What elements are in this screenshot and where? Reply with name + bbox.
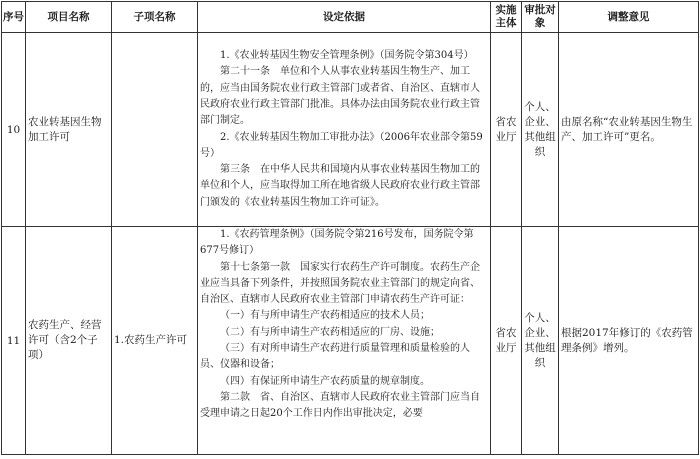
item-name: 农药生产、经营许可（含2个子项） xyxy=(26,227,112,455)
adjustment-opinion: 根据2017年修订的《农药管理条例》增列。 xyxy=(559,227,699,455)
row-no: 11 xyxy=(2,227,26,455)
basis-paragraph: （一）有与所申请生产农药相适应的技术人员； xyxy=(220,310,430,322)
header-no: 序号 xyxy=(2,2,26,33)
header-sub-item-name: 子项名称 xyxy=(112,2,198,33)
sub-item-name: 1.农药生产许可 xyxy=(112,227,198,455)
basis-paragraph: （二）有与所申请生产农药相适应的厂房、设施； xyxy=(220,326,440,338)
sub-item-name xyxy=(112,33,198,227)
approval-items-table xyxy=(1,1,699,455)
header-basis: 设定依据 xyxy=(198,2,491,33)
approval-object: 个人、企业、其他组织 xyxy=(522,227,559,455)
basis-cell xyxy=(198,33,491,227)
header-opinion: 调整意见 xyxy=(559,2,699,33)
header-subject: 实施主体 xyxy=(491,2,522,33)
item-name: 农业转基因生物加工许可 xyxy=(26,33,112,227)
basis-cell xyxy=(198,227,491,455)
basis-paragraph: 2.《农业转基因生物加工审批办法》（2006年农业部令第59号） xyxy=(200,131,483,159)
basis-paragraph: （四）有保证所申请生产农药质量的规章制度。 xyxy=(220,375,430,387)
basis-paragraph: 第二款 省、自治区、直辖市人民政府农业主管部门应当自受理申请之日起20个工作日内作出审批决定，必要 xyxy=(200,391,480,420)
header-object: 审批对象 xyxy=(522,2,559,33)
header-item-name: 项目名称 xyxy=(26,2,112,33)
adjustment-opinion: 由原名称“农业转基因生物生产、加工许可”更名。 xyxy=(559,33,699,227)
basis-paragraph: 第二十一条 单位和个人从事农业转基因生物生产、加工的，应当由国务院农业行政主管部门或者省、自治区、直辖市人民政府农业行政主管部门批准。具体办法由国务院农业行政主管部门制定。 xyxy=(200,66,480,127)
approval-object: 个人、企业、其他组织 xyxy=(522,33,559,227)
basis-paragraph: 1.《农业转基因生物安全管理条例》（国务院令第304号） xyxy=(220,50,474,62)
basis-paragraph: 1.《农药管理条例》（国务院令第216号发布，国务院令第677号修订） xyxy=(200,229,474,257)
row-no: 10 xyxy=(2,33,26,227)
header-row xyxy=(2,2,699,33)
basis-paragraph: 第三条 在中华人民共和国境内从事农业转基因生物加工的单位和个人，应当取得加工所在地省级人民政府农业行政主管部门颁发的《农业转基因生物加工许可证》。 xyxy=(200,164,480,208)
basis-paragraph: 第十七条第一款 国家实行农药生产许可制度。农药生产企业应当具备下列条件，并按照国务院农业主管部门的规定向省、自治区、直辖市人民政府农业主管部门申请农药生产许可证： xyxy=(200,261,480,306)
implementing-subject: 省农业厅 xyxy=(491,33,522,227)
implementing-subject: 省农业厅 xyxy=(491,227,522,455)
table-row xyxy=(2,227,699,455)
basis-paragraph: （三）有对所申请生产农药进行质量管理和质量检验的人员、仪器和设备； xyxy=(200,343,470,371)
table-row xyxy=(2,33,699,227)
